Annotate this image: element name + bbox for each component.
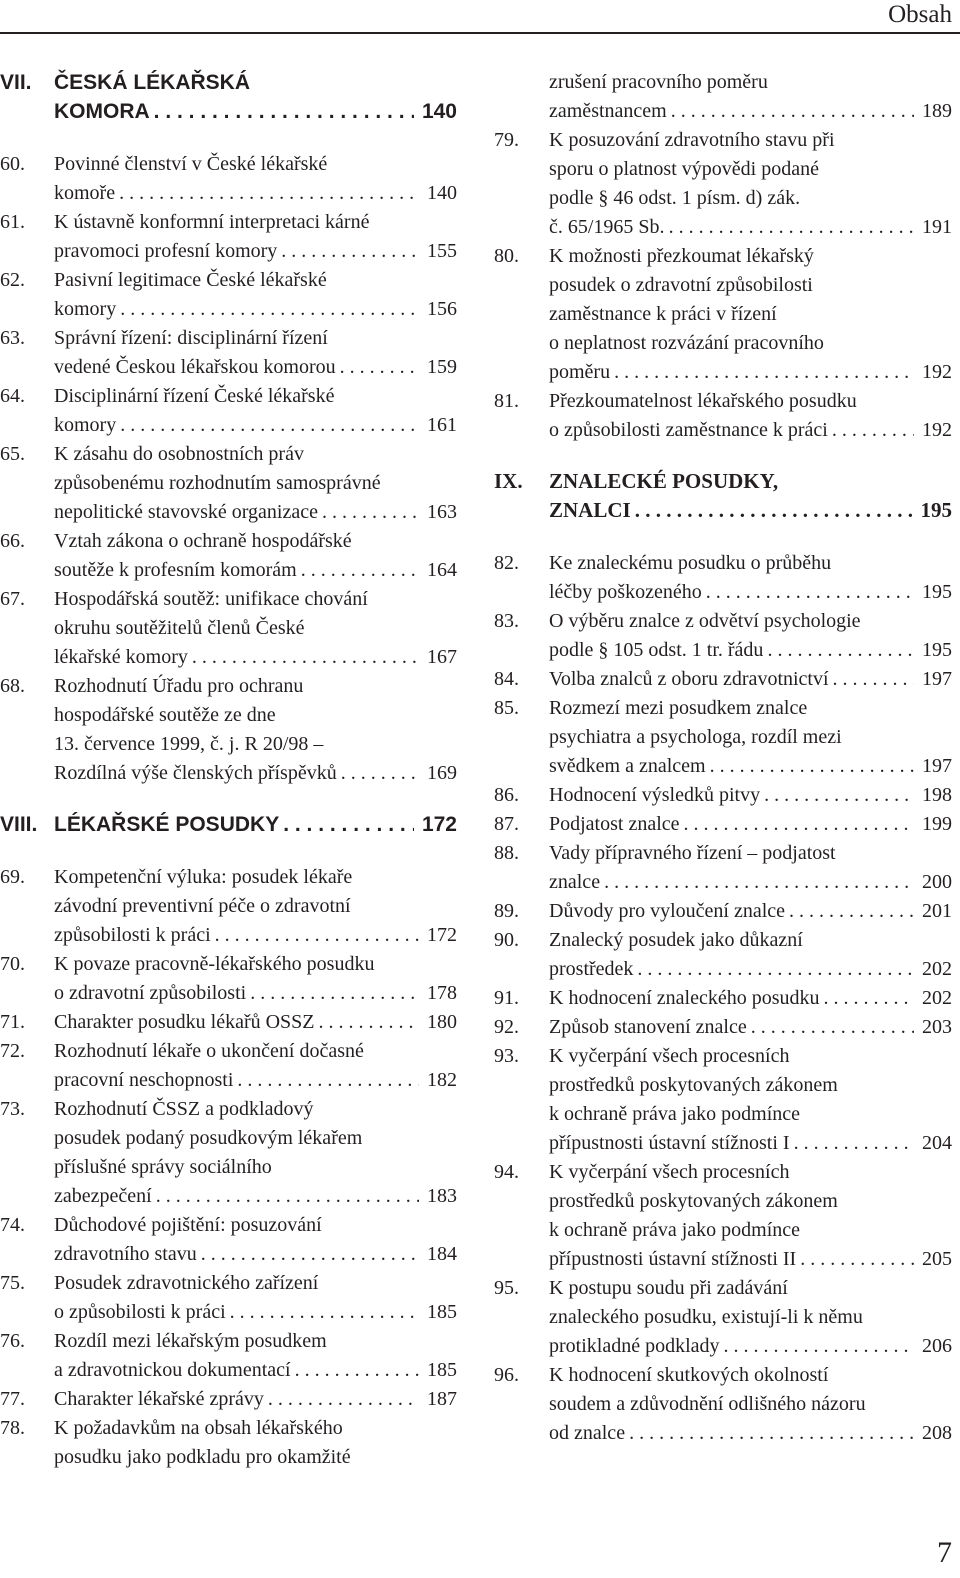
entry-title	[54, 1327, 419, 1385]
entry-title	[549, 387, 914, 445]
toc-entry	[494, 242, 952, 387]
entry-title-line: přípustnosti ústavní stížnosti I . . .	[549, 1132, 790, 1154]
toc-entry	[0, 1385, 457, 1414]
entry-title	[549, 1042, 914, 1158]
entry-title-line: K povaze pracovně-lékařského posudku	[54, 953, 375, 975]
entry-title-line: O výběru znalce z odvětví psychologie	[549, 610, 861, 632]
entry-page-number: 199	[914, 810, 952, 839]
toc-entry	[494, 694, 952, 781]
entry-title-line: Rozhodnutí ČSSZ a podkladový	[54, 1098, 314, 1120]
entry-page-number: 201	[914, 897, 952, 926]
entry-title	[54, 1414, 449, 1472]
entry-page-number: 189	[914, 97, 952, 126]
entry-page-number: 172	[419, 921, 457, 950]
entry-number: 91.	[494, 987, 519, 1009]
entry-title-line: Pasivní legitimace České lékařské	[54, 269, 327, 291]
toc-entry	[0, 527, 457, 585]
section-number: IX.	[494, 469, 523, 493]
entry-page-number: 203	[914, 1013, 952, 1042]
entry-title-line: komory . . .	[54, 298, 116, 320]
entry-title-line: závodní preventivní péče o zdravotní	[54, 895, 351, 917]
entry-title-line: K požadavkům na obsah lékařského	[54, 1417, 343, 1439]
entry-title	[54, 863, 419, 950]
entry-title-line: podle § 46 odst. 1 písm. d) zák.	[549, 187, 801, 209]
entry-page-number: 184	[419, 1240, 457, 1269]
entry-page-number: 185	[419, 1356, 457, 1385]
entry-number: 84.	[494, 668, 519, 690]
toc-entry	[494, 387, 952, 445]
entry-title	[54, 208, 419, 266]
entry-title-line: Vztah zákona o ochraně hospodářské	[54, 530, 352, 552]
toc-entry	[0, 950, 457, 1008]
entry-page-number: 169	[419, 759, 457, 788]
entry-title	[549, 1158, 914, 1274]
entry-title	[54, 150, 419, 208]
toc-entry	[494, 1013, 952, 1042]
entry-title	[54, 266, 419, 324]
entry-title	[54, 440, 419, 527]
section-number: VIII.	[0, 813, 38, 836]
toc-right-column	[494, 68, 952, 1448]
entry-title	[549, 242, 914, 387]
entry-page-number: 161	[419, 411, 457, 440]
entry-number: 79.	[494, 129, 519, 151]
entry-title-line: o zdravotní způsobilosti . . .	[54, 982, 246, 1004]
entry-title-line: k ochraně práva jako podmínce	[549, 1219, 801, 1241]
entry-title	[549, 810, 914, 839]
toc-entry	[494, 549, 952, 607]
entry-title-line: Důchodové pojištění: posuzování	[54, 1214, 322, 1236]
entry-title-line: Vady přípravného řízení – podjatost	[549, 842, 836, 864]
entry-page-number: 198	[914, 781, 952, 810]
entry-title-line: ZNALECKÉ POSUDKY,	[549, 469, 779, 493]
toc-entry	[0, 324, 457, 382]
entry-title	[549, 926, 914, 984]
entry-page-number: 172	[414, 810, 457, 839]
entry-page-number: 204	[914, 1129, 952, 1158]
entry-title-line: zdravotního stavu . . .	[54, 1243, 197, 1265]
entry-title-line: soutěže k profesním komorám . . .	[54, 559, 297, 581]
toc-entry	[0, 1037, 457, 1095]
entry-title-line: vedené Českou lékařskou komorou . . .	[54, 356, 336, 378]
toc-entry	[0, 1211, 457, 1269]
entry-title-line: posudek podaný posudkovým lékařem	[54, 1127, 363, 1149]
entry-page-number: 192	[914, 358, 952, 387]
entry-page-number: 140	[414, 97, 457, 126]
entry-title	[549, 1361, 914, 1448]
entry-title	[549, 549, 914, 607]
entry-page-number: 159	[419, 353, 457, 382]
entry-title-line: prostředků poskytovaných zákonem	[549, 1074, 838, 1096]
entry-title-line: Charakter posudku lékařů OSSZ . . .	[54, 1011, 315, 1033]
entry-number: 65.	[0, 443, 25, 465]
entry-number: 95.	[494, 1277, 519, 1299]
section-title	[549, 467, 913, 525]
toc-entry	[0, 208, 457, 266]
entry-title-line: posudek o zdravotní způsobilosti	[549, 274, 813, 296]
entry-page-number: 205	[914, 1245, 952, 1274]
entry-title	[549, 126, 914, 242]
entry-title-line: KOMORA . . .	[54, 100, 150, 123]
entry-number: 93.	[494, 1045, 519, 1067]
entry-title-line: zrušení pracovního poměru	[549, 71, 768, 93]
entry-number: 86.	[494, 784, 519, 806]
entry-title-line: pracovní neschopnosti . . .	[54, 1069, 233, 1091]
entry-title	[549, 984, 914, 1013]
entry-number: 82.	[494, 552, 519, 574]
entry-title-line: Způsob stanovení znalce . . .	[549, 1016, 747, 1038]
entry-title-line: Znalecký posudek jako důkazní	[549, 929, 803, 951]
entry-number: 78.	[0, 1417, 25, 1439]
toc-entry	[0, 1414, 457, 1472]
entry-number: 75.	[0, 1272, 25, 1294]
entry-title-line: Rozmezí mezi posudkem znalce	[549, 697, 808, 719]
entry-title-line: prostředek . . .	[549, 958, 633, 980]
entry-title-line: svědkem a znalcem . . .	[549, 755, 706, 777]
entry-title-line: zabezpečení . . .	[54, 1185, 152, 1207]
entry-title-line: č. 65/1965 Sb. . . .	[549, 216, 665, 238]
page-number: 7	[937, 1536, 952, 1569]
entry-title-line: Hospodářská soutěž: unifikace chování	[54, 588, 368, 610]
entry-number: 67.	[0, 588, 25, 610]
toc-entry	[0, 150, 457, 208]
entry-title-line: k ochraně práva jako podmínce	[549, 1103, 801, 1125]
entry-title-line: hospodářské soutěže ze dne	[54, 704, 276, 726]
toc-entry	[494, 984, 952, 1013]
entry-page-number: 208	[914, 1419, 952, 1448]
entry-title-line: způsobilosti k práci . . .	[54, 924, 211, 946]
entry-title-line: K postupu soudu při zadávání	[549, 1277, 788, 1299]
entry-title	[549, 607, 914, 665]
entry-title	[549, 665, 914, 694]
entry-title-line: Rozdílná výše členských příspěvků . . .	[54, 762, 337, 784]
entry-title-line: léčby poškozeného . . .	[549, 581, 702, 603]
toc-entry	[494, 926, 952, 984]
entry-title-line: o způsobilosti zaměstnance k práci . . .	[549, 419, 828, 441]
entry-title-line: K hodnocení znaleckého posudku . . .	[549, 987, 819, 1009]
entry-title-line: Kompetenční výluka: posudek lékaře	[54, 866, 353, 888]
entry-title	[549, 694, 914, 781]
entry-page-number: 164	[419, 556, 457, 585]
entry-title-line: ČESKÁ LÉKAŘSKÁ	[54, 71, 251, 94]
entry-title-line: Hodnocení výsledků pitvy . . .	[549, 784, 760, 806]
entry-title-line: Správní řízení: disciplinární řízení	[54, 327, 328, 349]
entry-page-number: 155	[419, 237, 457, 266]
entry-page-number: 192	[914, 416, 952, 445]
header-title: Obsah	[888, 1, 952, 28]
entry-page-number: 200	[914, 868, 952, 897]
entry-title-line: a zdravotnickou dokumentací . . .	[54, 1359, 291, 1381]
entry-title-line: Disciplinární řízení České lékařské	[54, 385, 335, 407]
page-header	[0, 0, 960, 34]
entry-title-line: sporu o platnost výpovědi podané	[549, 158, 819, 180]
entry-number: 90.	[494, 929, 519, 951]
toc-entry	[0, 585, 457, 672]
entry-title-line: pravomoci profesní komory . . .	[54, 240, 277, 262]
entry-title-line: znaleckého posudku, existují-li k němu	[549, 1306, 863, 1328]
entry-page-number: 191	[914, 213, 952, 242]
entry-title	[54, 324, 419, 382]
toc-entry	[0, 440, 457, 527]
toc-entry	[494, 665, 952, 694]
entry-number: 77.	[0, 1388, 25, 1410]
toc-entry	[0, 1095, 457, 1211]
entry-title-line: K posuzování zdravotního stavu při	[549, 129, 835, 151]
entry-page-number: 185	[419, 1298, 457, 1327]
entry-number: 62.	[0, 269, 25, 291]
entry-title-line: nepolitické stavovské organizace . . .	[54, 501, 318, 523]
entry-page-number: 195	[914, 578, 952, 607]
entry-title	[54, 585, 419, 672]
entry-title-line: LÉKAŘSKÉ POSUDKY . . .	[54, 813, 279, 836]
toc-section-heading	[494, 467, 952, 525]
entry-title-line: Volba znalců z oboru zdravotnictví . . .	[549, 668, 829, 690]
toc-section-heading	[0, 68, 457, 126]
entry-page-number: 206	[914, 1332, 952, 1361]
section-title	[54, 810, 414, 839]
entry-number: 87.	[494, 813, 519, 835]
entry-number: 66.	[0, 530, 25, 552]
entry-title	[549, 897, 914, 926]
entry-number: 83.	[494, 610, 519, 632]
entry-title-line: K zásahu do osobnostních práv	[54, 443, 304, 465]
toc-entry	[0, 1327, 457, 1385]
entry-title	[549, 839, 914, 897]
toc-section-heading	[0, 810, 457, 839]
toc-left-column	[0, 68, 457, 1472]
entry-page-number: 195	[913, 496, 953, 525]
toc-entry	[0, 863, 457, 950]
entry-title	[54, 1269, 419, 1327]
toc-entry	[494, 897, 952, 926]
entry-number: 70.	[0, 953, 25, 975]
entry-title	[54, 1008, 419, 1037]
entry-title	[54, 527, 419, 585]
entry-title	[54, 1095, 419, 1211]
entry-title-line: Důvody pro vyloučení znalce . . .	[549, 900, 785, 922]
entry-title-line: od znalce . . .	[549, 1422, 625, 1444]
entry-page-number: 197	[914, 665, 952, 694]
entry-number: 96.	[494, 1364, 519, 1386]
toc-entry	[0, 672, 457, 788]
entry-title-line: Podjatost znalce . . .	[549, 813, 680, 835]
entry-number: 72.	[0, 1040, 25, 1062]
entry-title-line: o neplatnost rozvázání pracovního	[549, 332, 824, 354]
entry-title-line: zaměstnance k práci v řízení	[549, 303, 777, 325]
entry-title	[549, 1274, 914, 1361]
toc-entry	[494, 1361, 952, 1448]
entry-title	[549, 68, 914, 126]
toc-entry	[494, 1042, 952, 1158]
entry-title-line: o způsobilosti k práci . . .	[54, 1301, 226, 1323]
entry-number: 88.	[494, 842, 519, 864]
entry-title-line: Rozdíl mezi lékařským posudkem	[54, 1330, 327, 1352]
entry-page-number: 202	[914, 955, 952, 984]
entry-title	[54, 382, 419, 440]
entry-page-number: 156	[419, 295, 457, 324]
entry-title-line: soudem a zdůvodnění odlišného názoru	[549, 1393, 866, 1415]
section-title	[54, 68, 414, 126]
entry-number: 80.	[494, 245, 519, 267]
entry-title-line: Rozhodnutí lékaře o ukončení dočasné	[54, 1040, 364, 1062]
entry-title-line: přípustnosti ústavní stížnosti II . . .	[549, 1248, 796, 1270]
entry-page-number: 140	[419, 179, 457, 208]
entry-title	[549, 1013, 914, 1042]
entry-title	[54, 672, 419, 788]
entry-title-line: Rozhodnutí Úřadu pro ochranu	[54, 675, 304, 697]
entry-title	[549, 781, 914, 810]
toc-entry	[494, 1274, 952, 1361]
entry-title-line: prostředků poskytovaných zákonem	[549, 1190, 838, 1212]
toc-entry	[494, 839, 952, 897]
toc-entry	[494, 810, 952, 839]
entry-title-line: K ústavně konformní interpretaci kárné	[54, 211, 370, 233]
entry-title-line: znalce . . .	[549, 871, 600, 893]
entry-number: 68.	[0, 675, 25, 697]
entry-title-line: Charakter lékařské zprávy . . .	[54, 1388, 264, 1410]
entry-number: 64.	[0, 385, 25, 407]
entry-page-number: 202	[914, 984, 952, 1013]
toc-entry	[494, 781, 952, 810]
entry-title-line: posudku jako podkladu pro okamžité	[54, 1446, 351, 1468]
entry-title-line: Posudek zdravotnického zařízení	[54, 1272, 319, 1294]
entry-page-number: 183	[419, 1182, 457, 1211]
entry-title-line: komoře . . .	[54, 182, 115, 204]
entry-number: 89.	[494, 900, 519, 922]
entry-page-number: 178	[419, 979, 457, 1008]
entry-title-line: zaměstnancem . . .	[549, 100, 667, 122]
entry-page-number: 195	[914, 636, 952, 665]
entry-number: 74.	[0, 1214, 25, 1236]
entry-title-line: Ke znaleckému posudku o průběhu	[549, 552, 832, 574]
toc-entry	[0, 382, 457, 440]
entry-page-number: 163	[419, 498, 457, 527]
toc-entry	[494, 68, 952, 126]
entry-title	[54, 1037, 419, 1095]
entry-title-line: příslušné správy sociálního	[54, 1156, 272, 1178]
entry-title-line: K hodnocení skutkových okolností	[549, 1364, 829, 1386]
entry-number: 73.	[0, 1098, 25, 1120]
toc-entry	[494, 126, 952, 242]
entry-number: 60.	[0, 153, 25, 175]
entry-page-number: 180	[419, 1008, 457, 1037]
toc-entry	[0, 1008, 457, 1037]
entry-number: 61.	[0, 211, 25, 233]
entry-title-line: K vyčerpání všech procesních	[549, 1161, 790, 1183]
entry-title-line: Přezkoumatelnost lékařského posudku	[549, 390, 857, 412]
entry-number: 71.	[0, 1011, 25, 1033]
entry-title-line: způsobenému rozhodnutím samosprávné	[54, 472, 381, 494]
section-number: VII.	[0, 71, 32, 94]
entry-number: 92.	[494, 1016, 519, 1038]
toc-entry	[0, 266, 457, 324]
toc-entry	[0, 1269, 457, 1327]
entry-title-line: okruhu soutěžitelů členů České	[54, 617, 305, 639]
entry-title-line: 13. července 1999, č. j. R 20/98 –	[54, 733, 324, 755]
entry-number: 94.	[494, 1161, 519, 1183]
header-rule	[0, 32, 960, 34]
entry-number: 76.	[0, 1330, 25, 1352]
entry-title-line: psychiatra a psychologa, rozdíl mezi	[549, 726, 842, 748]
entry-title-line: podle § 105 odst. 1 tr. řádu . . .	[549, 639, 763, 661]
entry-title	[54, 1385, 419, 1414]
entry-number: 63.	[0, 327, 25, 349]
entry-number: 85.	[494, 697, 519, 719]
entry-title-line: komory . . .	[54, 414, 116, 436]
entry-page-number: 167	[419, 643, 457, 672]
entry-page-number: 187	[419, 1385, 457, 1414]
entry-title-line: K možnosti přezkoumat lékařský	[549, 245, 814, 267]
entry-title-line: K vyčerpání všech procesních	[549, 1045, 790, 1067]
entry-title-line: ZNALCI . . .	[549, 498, 631, 522]
toc-entry	[494, 607, 952, 665]
entry-number: 69.	[0, 866, 25, 888]
entry-title-line: Povinné členství v České lékařské	[54, 153, 328, 175]
entry-title-line: poměru . . .	[549, 361, 610, 383]
entry-number: 81.	[494, 390, 519, 412]
entry-page-number: 182	[419, 1066, 457, 1095]
entry-title	[54, 950, 419, 1008]
entry-title-line: lékařské komory . . .	[54, 646, 188, 668]
toc-entry	[494, 1158, 952, 1274]
entry-title-line: protikladné podklady . . .	[549, 1335, 720, 1357]
entry-title	[54, 1211, 419, 1269]
entry-page-number: 197	[914, 752, 952, 781]
